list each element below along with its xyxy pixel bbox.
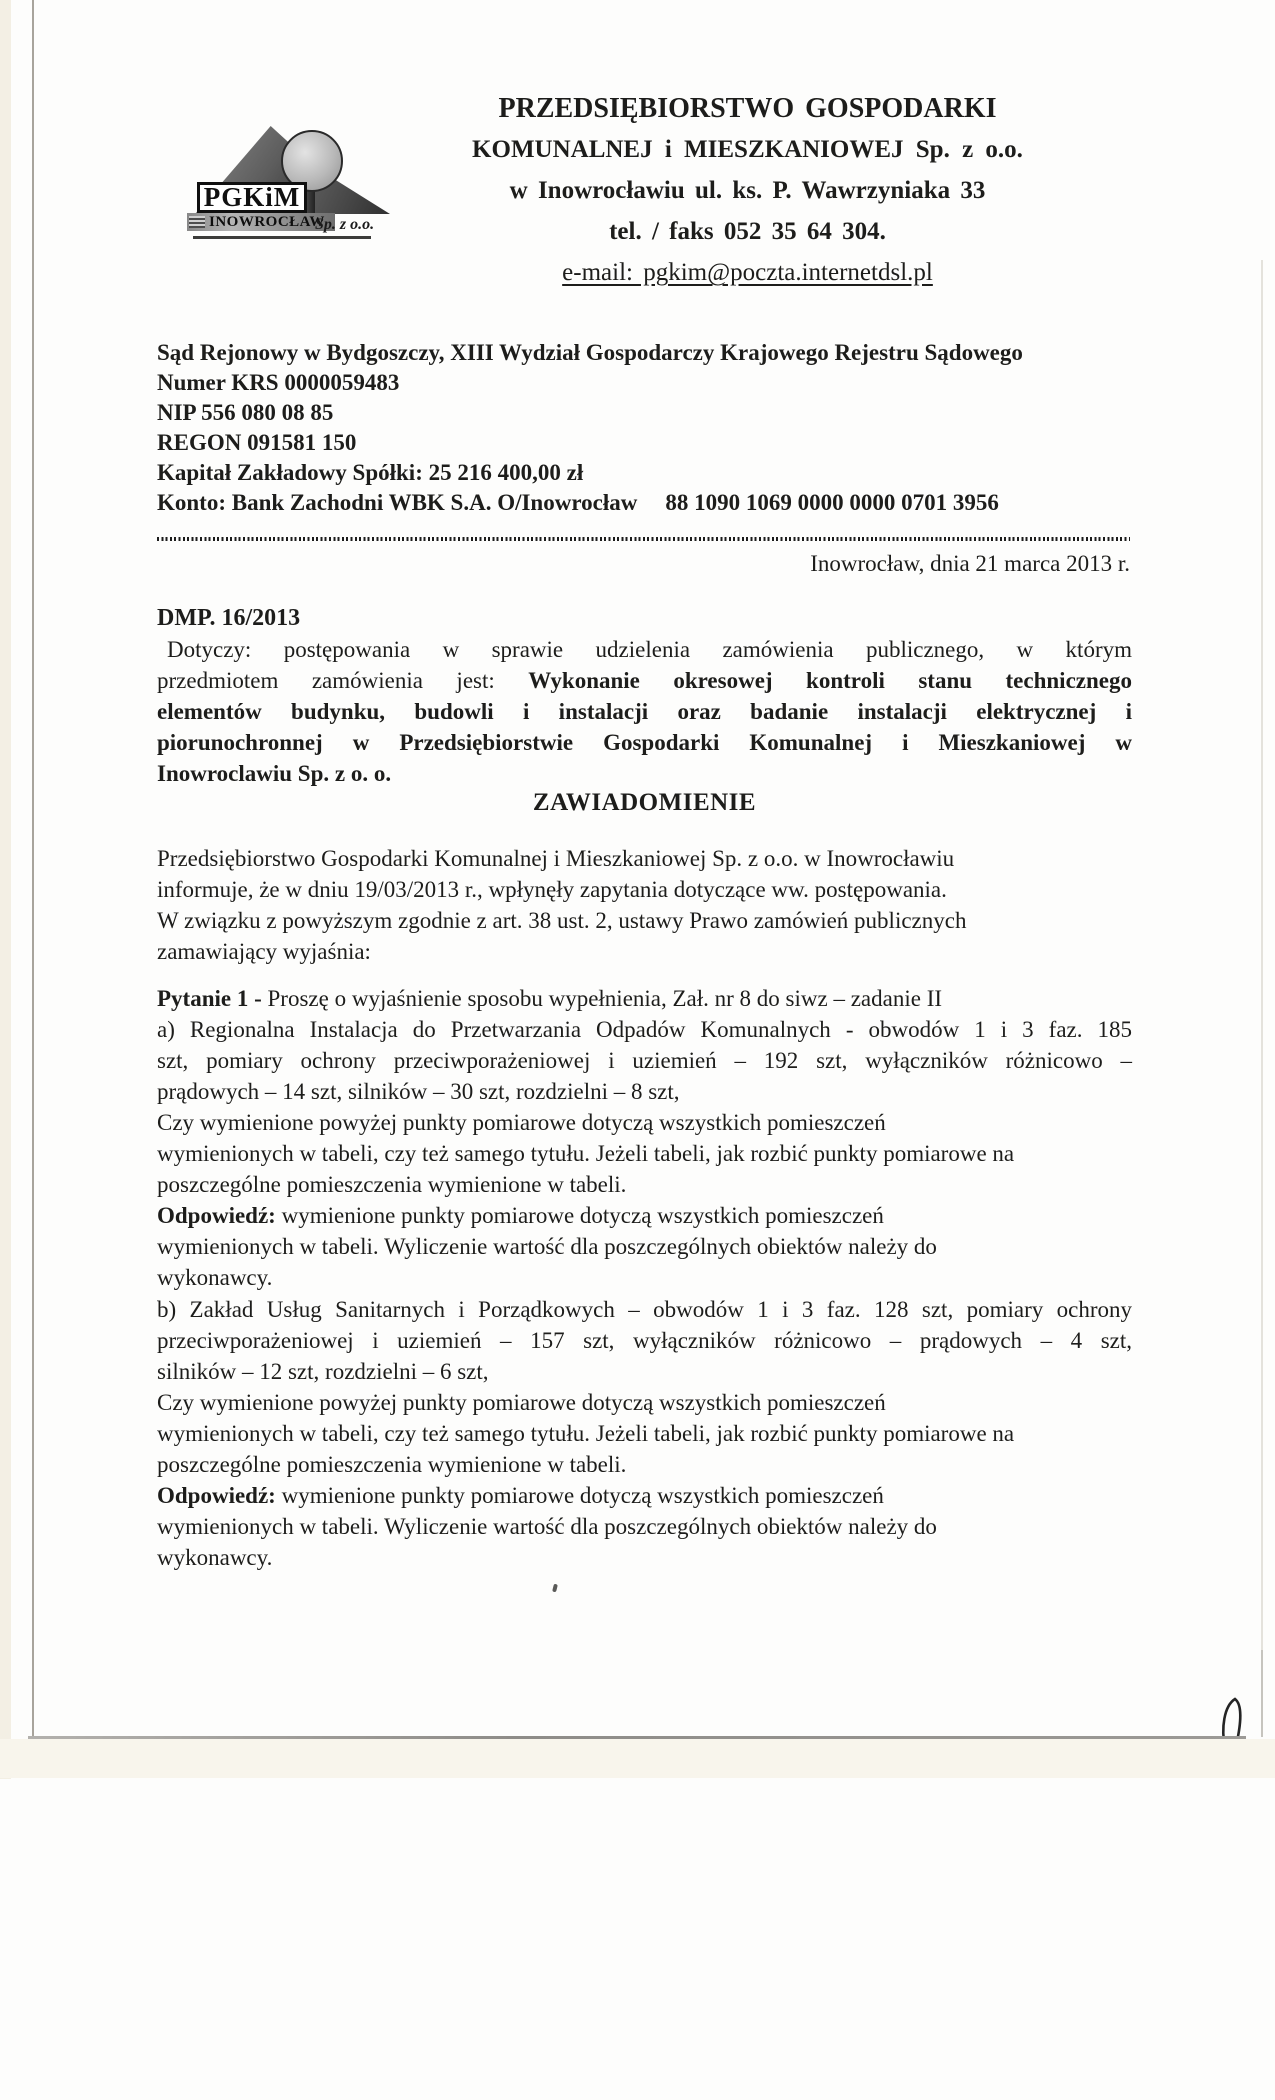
company-phone: tel. / faks 052 35 64 304. [609, 218, 886, 245]
item-b-line: silników – 12 szt, rozdzielni – 6 szt, [157, 1359, 489, 1384]
answer-2-line: wykonawcy. [157, 1545, 273, 1570]
notice-title: ZAWIADOMIENIE [532, 789, 757, 816]
registry-capital: Kapitał Zakładowy Spółki: 25 216 400,00 zł [157, 460, 584, 485]
registry-account [157, 488, 1132, 518]
logo-suffix: Sp. z o.o. [315, 216, 375, 233]
answer-2-first-line [157, 1480, 1132, 1511]
intro-line: zamawiający wyjaśnia: [157, 939, 371, 964]
question-1-ask-line: Czy wymienione powyżej punkty pomiarowe dotyczą wszystkich pomieszczeń [157, 1110, 886, 1135]
subject-line: elementów budynku, budowli i instalacji oraz badanie instalacji elektrycznej i [157, 699, 1132, 724]
company-email: e-mail: pgkim@poczta.internetdsl.pl [562, 259, 933, 286]
registry-court: Sąd Rejonowy w Bydgoszczy, XIII Wydział Gospodarczy Krajowego Rejestru Sądowego [157, 340, 1023, 365]
item-b-line: b) Zakład Usług Sanitarnych i Porządkowych – obwodów 1 i 3 faz. 128 szt, pomiary ochrony [157, 1297, 1132, 1322]
answer-1-line: wykonawcy. [157, 1265, 273, 1290]
logo-acronym-box [197, 182, 307, 213]
reference-number: DMP. 16/2013 [157, 605, 301, 631]
question-2-ask-line: wymienionych w tabeli, czy też samego tytułu. Jeżeli tabeli, jak rozbić punkty pomiarowe na [157, 1421, 1015, 1446]
item-b-line: przeciwporażeniowej i uziemień – 157 szt, wyłączników różnicowo – prądowych – 4 szt, [157, 1328, 1132, 1353]
subject-normal-run: przedmiotem zamówienia jest: [157, 668, 529, 693]
answer-2-line: wymienionych w tabeli. Wyliczenie wartość dla poszczególnych obiektów należy do [157, 1514, 937, 1539]
question-1-label-rest: Proszę o wyjaśnienie sposobu wypełnienia, Zał. nr 8 do siwz – zadanie II [267, 986, 943, 1011]
scan-left-edge-line [32, 0, 34, 1737]
answer-1-line: wymienionych w tabeli. Wyliczenie wartość dla poszczególnych obiektów należy do [157, 1234, 937, 1259]
scan-right-edge-line-dark [1261, 1650, 1263, 1737]
subject-line: Inowroclawiu Sp. z o. o. [157, 761, 392, 786]
ink-speck [552, 1584, 558, 1593]
answer-2-rest: wymienione punkty pomiarowe dotyczą wszystkich pomieszczeń [275, 1483, 884, 1508]
registry-krs: Numer KRS 0000059483 [157, 370, 400, 395]
item-a-line: prądowych – 14 szt, silników – 30 szt, rozdzielni – 8 szt, [157, 1079, 680, 1104]
subject-line [157, 665, 1132, 696]
scan-right-edge-line [1261, 260, 1263, 1650]
company-address: w Inowrocławiu ul. ks. P. Wawrzyniaka 33 [509, 177, 986, 204]
registry-block [157, 338, 1132, 518]
letterhead [420, 88, 1075, 293]
registry-nip: NIP 556 080 08 85 [157, 400, 334, 425]
question-1-label: Pytanie 1 - [157, 986, 268, 1011]
registry-regon: REGON 091581 150 [157, 430, 357, 455]
item-a-line: a) Regionalna Instalacja do Przetwarzania Odpadów Komunalnych - obwodów 1 i 3 faz. 185 [157, 1017, 1132, 1042]
question-1-ask-line: wymienionych w tabeli, czy też samego tytułu. Jeżeli tabeli, jak rozbić punkty pomiarowe na [157, 1141, 1015, 1166]
question-1-ask-line: poszczególne pomieszczenia wymienione w tabeli. [157, 1172, 627, 1197]
subject-paragraph [157, 634, 1132, 789]
logo-acronym: PGKiM [203, 182, 301, 212]
answer-1-rest: wymienione punkty pomiarowe dotyczą wszystkich pomieszczeń [275, 1203, 884, 1228]
company-logo [195, 118, 405, 243]
question-1-label-line [157, 983, 1132, 1014]
logo-city-label: INOWROCŁAW [209, 213, 325, 230]
company-name-line-2: KOMUNALNEJ i MIESZKANIOWEJ Sp. z o.o. [472, 136, 1023, 163]
scan-left-strip [0, 0, 11, 1779]
answer-1-label: Odpowiedź: [157, 1203, 276, 1228]
registry-account-label: Konto: Bank Zachodni WBK S.A. O/Inowrocław [157, 490, 638, 515]
company-name-line-1: PRZEDSIĘBIORSTWO GOSPODARKI [498, 93, 997, 124]
bottom-scan-band [0, 1739, 1275, 1778]
intro-paragraph [157, 843, 1132, 967]
logo-underline [193, 236, 371, 239]
date-line: Inowrocław, dnia 21 marca 2013 r. [810, 551, 1130, 576]
item-a-line: szt, pomiary ochrony przeciwporażeniowej i uziemień – 192 szt, wyłączników różnicowo – [157, 1048, 1132, 1073]
question-2-block [157, 1294, 1132, 1573]
answer-1-first-line [157, 1200, 1132, 1231]
logo-city-bar [187, 213, 335, 231]
logo-stripes-icon [189, 216, 205, 228]
question-1-block [157, 983, 1132, 1293]
answer-2-label: Odpowiedź: [157, 1483, 276, 1508]
subject-line: Dotyczy: postępowania w sprawie udzielenia zamówienia publicznego, w którym [167, 637, 1132, 662]
dotted-separator [157, 537, 1130, 541]
intro-line: informuje, że w dniu 19/03/2013 r., wpłynęły zapytania dotyczące ww. postępowania. [157, 877, 947, 902]
question-2-ask-line: poszczególne pomieszczenia wymienione w tabeli. [157, 1452, 627, 1477]
intro-line: W związku z powyższym zgodnie z art. 38 ust. 2, ustawy Prawo zamówień publicznych [157, 908, 967, 933]
intro-line: Przedsiębiorstwo Gospodarki Komunalnej i Mieszkaniowej Sp. z o.o. w Inowrocławiu [157, 846, 955, 871]
registry-account-number: 88 1090 1069 0000 0000 0701 3956 [665, 490, 999, 515]
subject-bold-run: Wykonanie okresowej kontroli stanu technicznego [528, 668, 1132, 693]
subject-line: piorunochronnej w Przedsiębiorstwie Gospodarki Komunalnej i Mieszkaniowej w [157, 730, 1132, 755]
question-2-ask-line: Czy wymienione powyżej punkty pomiarowe dotyczą wszystkich pomieszczeń [157, 1390, 886, 1415]
